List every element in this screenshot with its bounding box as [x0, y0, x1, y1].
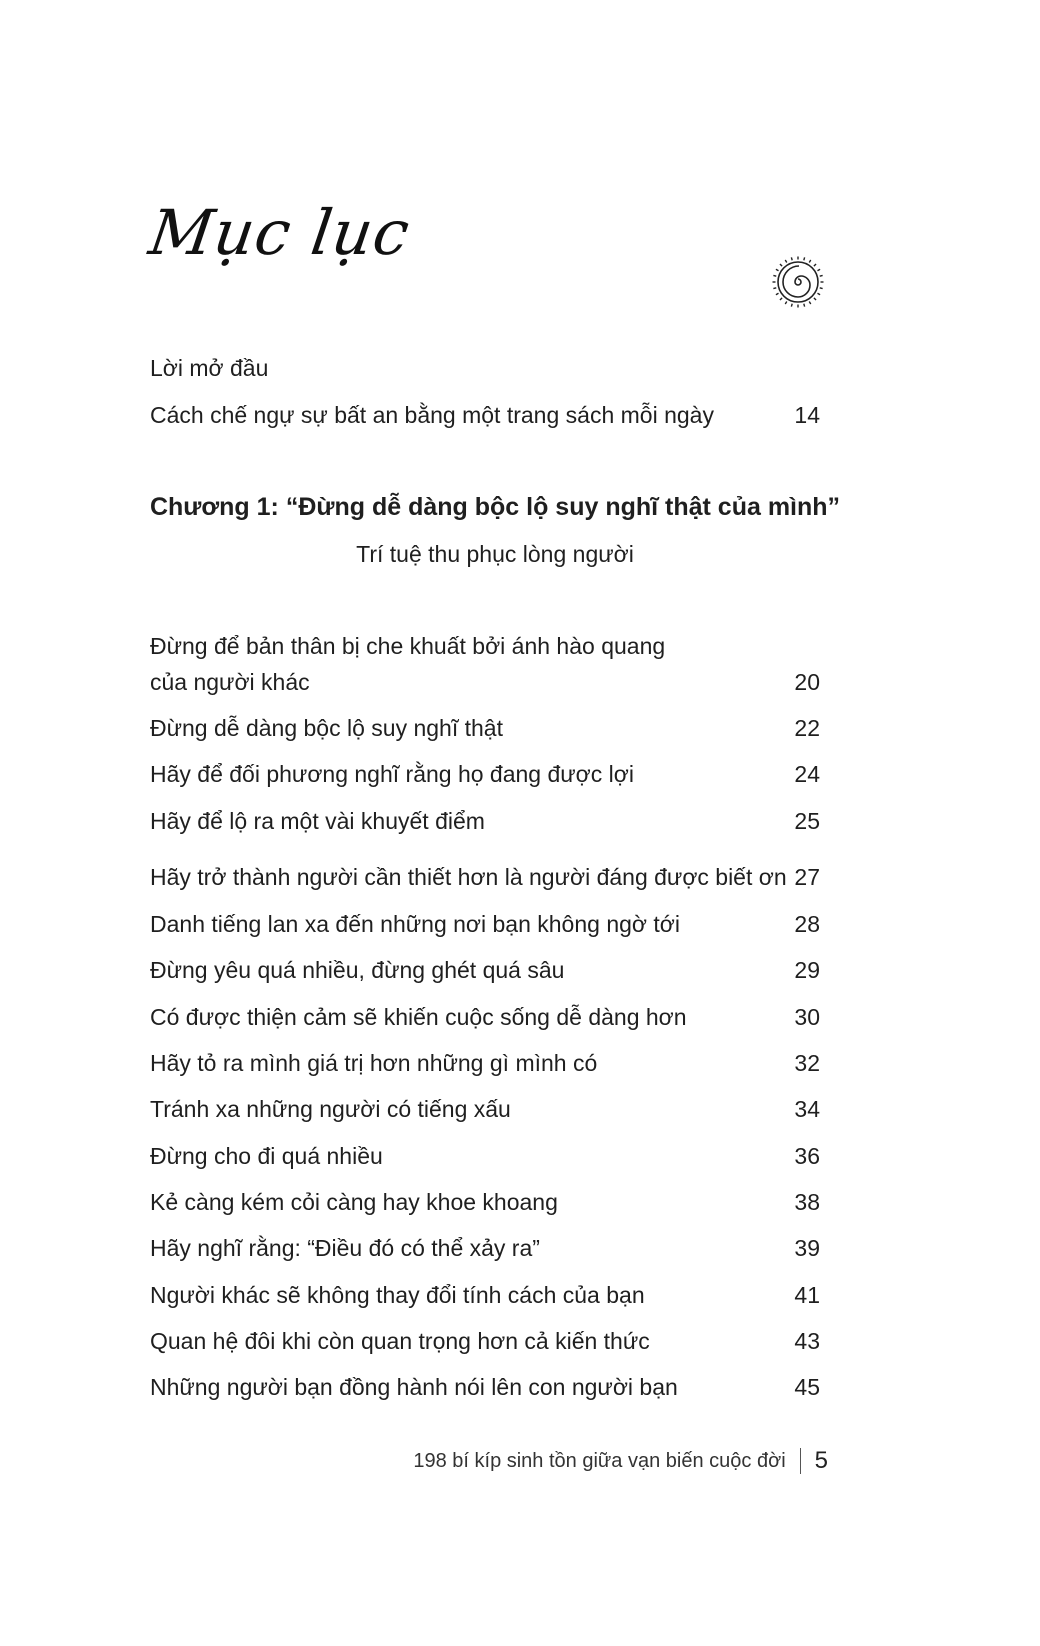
toc-entry-title: Hãy trở thành người cần thiết hơn là người đáng được biết ơn [150, 864, 787, 890]
toc-entry[interactable] [150, 1277, 820, 1313]
toc-entry[interactable] [150, 1369, 820, 1405]
page-title: Mục lục [144, 196, 415, 269]
toc-entry-title: Hãy để lộ ra một vài khuyết điểm [150, 808, 485, 834]
toc-entry-page: 41 [794, 1282, 820, 1308]
toc-entry[interactable] [150, 803, 820, 839]
toc-entry-title: Hãy để đối phương nghĩ rằng họ đang được lợi [150, 761, 634, 787]
chapter-title: Chương 1: “Đừng dễ dàng bộc lộ suy nghĩ thật của mình” [149, 493, 841, 521]
toc-entry-title-line2: của người khác [150, 669, 310, 695]
toc-entry-page: 39 [794, 1235, 820, 1261]
toc-entry[interactable] [150, 710, 820, 746]
toc-entry[interactable] [150, 906, 820, 942]
toc-entry-page: 28 [794, 911, 820, 937]
toc-entry-page: 36 [794, 1143, 820, 1169]
toc-entry-title: Người khác sẽ không thay đổi tính cách của bạn [150, 1282, 645, 1308]
toc-entry-title: Tránh xa những người có tiếng xấu [150, 1096, 511, 1122]
toc-entry[interactable] [150, 999, 820, 1035]
toc-entry-page: 20 [794, 669, 820, 695]
toc-entry-title: Đừng dễ dàng bộc lộ suy nghĩ thật [150, 715, 503, 741]
toc-entry-title: Hãy tỏ ra mình giá trị hơn những gì mình có [150, 1050, 598, 1076]
page-footer [413, 1447, 828, 1475]
toc-entry-page: 14 [794, 402, 820, 428]
toc-entry-page: 45 [794, 1374, 820, 1400]
toc-entry-title: Quan hệ đôi khi còn quan trọng hơn cả kiến thức [150, 1328, 650, 1354]
chapter-subtitle: Trí tuệ thu phục lòng người [356, 541, 634, 567]
toc-entry-page: 29 [794, 957, 820, 983]
toc-entry-page: 25 [794, 808, 820, 834]
toc-entry[interactable] [150, 1138, 820, 1174]
footer-book-title: 198 bí kíp sinh tồn giữa vạn biến cuộc đời [413, 1449, 786, 1472]
toc-entry-page: 24 [794, 761, 820, 787]
toc-entry[interactable] [150, 397, 820, 433]
toc-entry[interactable] [150, 1230, 820, 1266]
toc-entry[interactable] [150, 1045, 820, 1081]
toc-entry-page: 22 [794, 715, 820, 741]
toc-entry-page: 27 [794, 864, 820, 890]
spiral-sun-icon [770, 254, 826, 310]
toc-intro-heading [150, 350, 820, 386]
toc-entry[interactable] [150, 1323, 820, 1359]
toc-entry-page: 38 [794, 1189, 820, 1215]
toc-entry-title: Danh tiếng lan xa đến những nơi bạn không ngờ tới [150, 911, 680, 937]
intro-heading-text: Lời mở đầu [150, 355, 269, 381]
footer-divider [800, 1448, 801, 1474]
toc-entry-page: 32 [794, 1050, 820, 1076]
toc-entry-title: Đừng yêu quá nhiều, đừng ghét quá sâu [150, 957, 565, 983]
toc-entry-page: 30 [794, 1004, 820, 1030]
toc-entry[interactable] [150, 628, 820, 700]
toc-entry[interactable] [150, 1091, 820, 1127]
page-number: 5 [814, 1447, 828, 1474]
toc-entry[interactable] [150, 859, 820, 895]
toc-entry-title: Đừng cho đi quá nhiều [150, 1143, 383, 1169]
toc-entry-title: Có được thiện cảm sẽ khiến cuộc sống dễ dàng hơn [150, 1004, 687, 1030]
toc-entry-page: 43 [794, 1328, 820, 1354]
toc-entry-title-line1: Đừng để bản thân bị che khuất bởi ánh hào quang [150, 633, 666, 659]
toc-entry-title: Hãy nghĩ rằng: “Điều đó có thể xảy ra” [150, 1235, 540, 1261]
toc-entry-title: Kẻ càng kém cỏi càng hay khoe khoang [150, 1189, 558, 1215]
toc-entry-page: 34 [794, 1096, 820, 1122]
toc-entry-title: Cách chế ngự sự bất an bằng một trang sách mỗi ngày [150, 402, 714, 428]
toc-entry[interactable] [150, 952, 820, 988]
toc-entry[interactable] [150, 756, 820, 792]
toc-entry-title: Những người bạn đồng hành nói lên con người bạn [150, 1374, 678, 1400]
toc-entry[interactable] [150, 1184, 820, 1220]
